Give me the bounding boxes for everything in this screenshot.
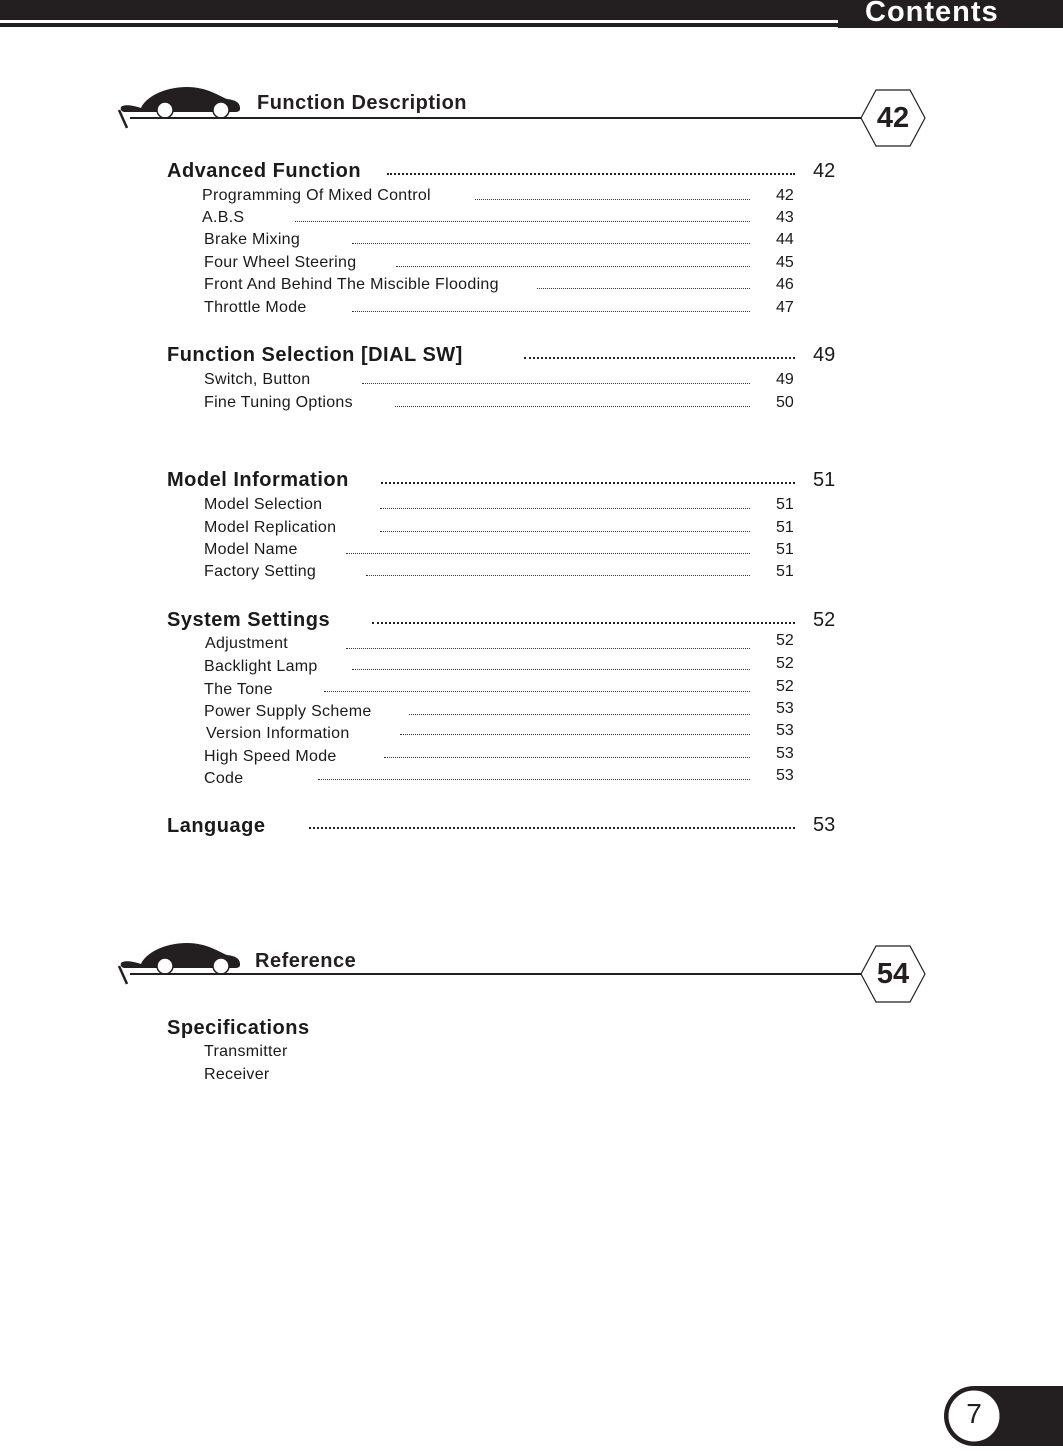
toc-subentry-title: Throttle Mode	[204, 299, 307, 316]
section-heading-function-description	[115, 82, 930, 152]
section-rule	[130, 117, 865, 119]
section-page-number: 54	[876, 958, 910, 990]
toc-subentry-title: High Speed Mode	[204, 748, 337, 765]
toc-subentry[interactable]	[0, 563, 1063, 585]
leader-dots	[396, 266, 750, 267]
toc-entry-page: 51	[813, 469, 836, 491]
leader-dots	[295, 221, 750, 222]
toc-subentry[interactable]	[0, 231, 1063, 253]
toc-entry-title: Model Information	[167, 469, 349, 491]
leader-dots	[400, 734, 750, 735]
toc-subentry-page: 51	[776, 519, 794, 536]
reference-item: Receiver	[204, 1066, 270, 1083]
section-rule	[130, 973, 865, 975]
toc-subentry-page: 49	[776, 371, 794, 388]
toc-subentry-title: Front And Behind The Miscible Flooding	[204, 276, 499, 293]
section-page-badge	[860, 89, 926, 147]
toc-subentry[interactable]	[0, 394, 1063, 416]
toc-subentry-page: 52	[776, 632, 794, 649]
toc-subentry-title: A.B.S	[202, 209, 245, 226]
toc-subentry-title: Adjustment	[205, 635, 289, 652]
toc-subentry-title: Model Replication	[204, 519, 337, 536]
toc-subentry-page: 52	[776, 655, 794, 672]
toc-subentry-page: 44	[776, 231, 794, 248]
toc-entry-page: 49	[813, 344, 836, 366]
leader-dots	[309, 827, 795, 829]
leader-dots	[346, 553, 750, 554]
leader-dots	[387, 173, 795, 175]
toc-subentry-title: Brake Mixing	[204, 231, 301, 248]
toc-subentry[interactable]	[0, 655, 1063, 680]
leader-dots	[352, 311, 750, 312]
header-rule	[0, 23, 838, 27]
toc-subentry-page: 45	[776, 254, 794, 271]
toc-subentry-page: 43	[776, 209, 794, 226]
leader-dots	[372, 622, 795, 624]
leader-dots	[384, 757, 750, 758]
toc-subentry-title: The Tone	[204, 681, 273, 698]
toc-subentry-title: Model Selection	[204, 496, 323, 513]
toc-subentry-page: 53	[776, 722, 794, 739]
toc-subentry-page: 52	[776, 678, 794, 695]
toc-entry-page: 52	[813, 609, 836, 631]
leader-dots	[362, 383, 750, 384]
slash-mark	[115, 108, 133, 130]
page-number: 7	[966, 1398, 982, 1429]
toc-subentry[interactable]	[0, 187, 1063, 209]
toc-subentry-page: 50	[776, 394, 794, 411]
leader-dots	[380, 531, 750, 532]
toc-subentry-page: 46	[776, 276, 794, 293]
toc-entry-title: System Settings	[167, 609, 331, 631]
toc-subentry-title: Programming Of Mixed Control	[202, 187, 431, 204]
toc-subentry[interactable]	[0, 299, 1063, 321]
toc-subentry[interactable]	[0, 767, 1063, 792]
section-page-number: 42	[876, 102, 910, 134]
leader-dots	[346, 648, 750, 649]
toc-subentry-title: Model Name	[204, 541, 298, 558]
toc-subentry-page: 53	[776, 700, 794, 717]
toc-subentry-page: 42	[776, 187, 794, 204]
toc-entry[interactable]	[0, 609, 1063, 637]
leader-dots	[352, 669, 750, 670]
section-label: Function Description	[257, 92, 467, 114]
slash-mark	[115, 964, 133, 986]
toc-entry-title: Advanced Function	[167, 160, 362, 182]
toc-entry[interactable]	[0, 344, 1063, 372]
section-page-badge	[860, 945, 926, 1003]
toc-subentry-page: 47	[776, 299, 794, 316]
toc-subentry-title: Four Wheel Steering	[204, 254, 357, 271]
toc-entry[interactable]	[0, 469, 1063, 497]
toc-subentry-page: 51	[776, 541, 794, 558]
toc-subentry[interactable]	[0, 700, 1063, 725]
toc-subentry[interactable]	[0, 496, 1063, 518]
toc-subentry[interactable]	[0, 519, 1063, 541]
toc-entry-page: 42	[813, 160, 836, 182]
toc-subentry[interactable]	[0, 209, 1063, 231]
toc-subentry[interactable]	[0, 276, 1063, 298]
leader-dots	[537, 288, 750, 289]
leader-dots	[366, 575, 750, 576]
toc-subentry-page: 51	[776, 496, 794, 513]
toc-entry-title: Language	[167, 815, 266, 837]
header-bar	[0, 0, 1063, 30]
toc-subentry-page: 53	[776, 745, 794, 762]
car-icon	[115, 938, 245, 988]
leader-dots	[475, 199, 750, 200]
car-icon	[115, 82, 245, 132]
toc-subentry-page: 51	[776, 563, 794, 580]
leader-dots	[381, 482, 795, 484]
leader-dots	[380, 508, 750, 509]
leader-dots	[318, 779, 750, 780]
section-heading-reference	[115, 938, 930, 1008]
toc-subentry-title: Factory Setting	[204, 563, 317, 580]
toc-entry[interactable]	[0, 160, 1063, 188]
reference-title: Specifications	[167, 1017, 310, 1039]
toc-entry-page: 53	[813, 814, 836, 836]
toc-subentry-title: Switch, Button	[204, 371, 311, 388]
toc-entry-title: Function Selection [DIAL SW]	[167, 344, 463, 366]
toc-subentry[interactable]	[0, 371, 1063, 393]
toc-subentry[interactable]	[0, 678, 1063, 703]
leader-dots	[352, 243, 750, 244]
toc-subentry-title: Power Supply Scheme	[204, 703, 372, 720]
section-label: Reference	[255, 950, 357, 972]
page-number-badge	[944, 1386, 1063, 1446]
toc-subentry[interactable]	[0, 254, 1063, 276]
toc-subentry-title: Code	[204, 770, 244, 787]
toc-subentry-page: 53	[776, 767, 794, 784]
toc-subentry[interactable]	[0, 745, 1063, 770]
reference-item: Transmitter	[204, 1043, 288, 1060]
toc-subentry[interactable]	[0, 722, 1063, 747]
page-title: Contents	[865, 0, 999, 28]
leader-dots	[409, 714, 750, 715]
toc-subentry[interactable]	[0, 632, 1063, 657]
leader-dots	[395, 406, 750, 407]
leader-dots	[524, 357, 795, 359]
toc-entry[interactable]	[0, 814, 1063, 842]
leader-dots	[324, 691, 750, 692]
toc-subentry-title: Version Information	[206, 725, 350, 742]
toc-subentry-title: Fine Tuning Options	[204, 394, 353, 411]
toc-subentry[interactable]	[0, 541, 1063, 563]
toc-subentry-title: Backlight Lamp	[204, 658, 318, 675]
